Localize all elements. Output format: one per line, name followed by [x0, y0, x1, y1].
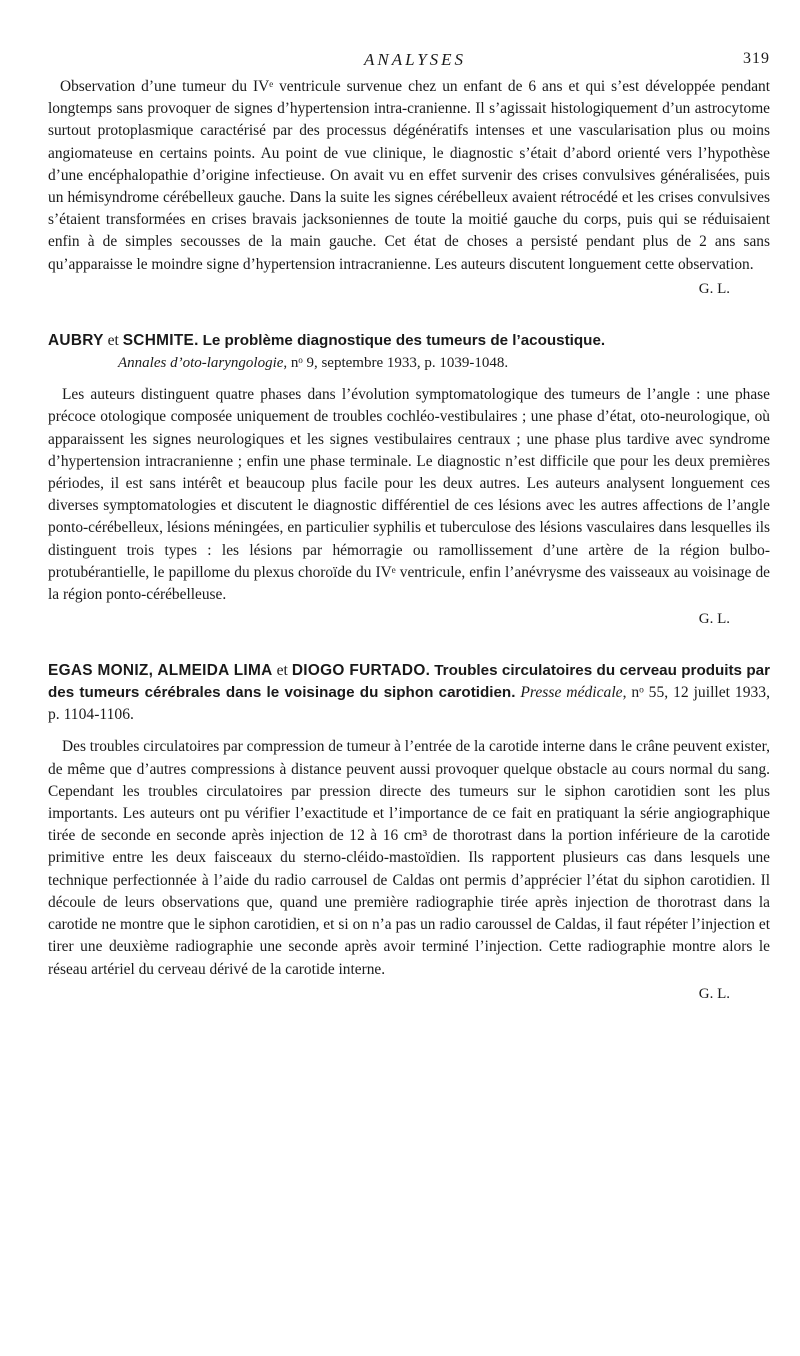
article-conjunction: et	[107, 332, 119, 350]
article-title: Troubles circulatoires du cerveau produits par des tumeurs cérébrales dans le voisinage du siphon carotidien.	[48, 662, 770, 702]
article-authors: EGAS MONIZ, ALMEIDA LIMA	[48, 662, 273, 680]
running-head-title: ANALYSES	[363, 50, 467, 69]
article-journal-name: Presse médicale	[520, 684, 623, 702]
article-signature: G. L.	[698, 985, 730, 1002]
article-authors-2: DIOGO FURTADO.	[291, 662, 431, 680]
article-citation-details: , nᵒ 9, septembre 1933, p. 1039-1048.	[283, 355, 509, 372]
intro-signature: G. L.	[698, 280, 730, 297]
article-aubry-schmite	[48, 330, 770, 630]
article-title: Le problème diagnostique des tumeurs de l’acoustique.	[202, 332, 606, 350]
article-signature: G. L.	[698, 611, 730, 628]
article-conjunction: et	[276, 662, 288, 680]
article-citation	[48, 352, 770, 374]
article-heading	[48, 660, 770, 726]
running-head	[60, 48, 770, 72]
page-content	[48, 76, 770, 1005]
article-body: Les auteurs distinguent quatre phases dans l’évolution symptomatologique des tumeurs de l’angle : une phase précoce otologique composée uniquement de troubles cochléo-vestibulaires ; une phase d’état, oto-neurologique, où apparaissent les signes neurologiques et les signes vestibulaires centraux ; une phase plus tardive avec syndrome d’hypertension intracranienne ; enfin une phase terminale. Le diagnostic n’est difficile que pour les deux premières périodes, il est sans intérêt et beaucoup plus facile pour les deux autres. Les auteurs analysent longuement ces diverses symptomatologies et discutent le diagnostic différentiel de ces lésions avec les autres affections de l’angle ponto-cérébelleux, lésions méningées, en particulier syphilis et tuberculose des lésions vasculaires dans lesquelles ils distinguent trois types : les lésions par hémorragie ou ramollissement d’une artère de la région bulbo-protubérantielle, le papillome du plexus choroïde du IVᵉ ventricule, enfin l’anévrysme des vaisseaux au voisinage de la région ponto-cérébelleuse.	[48, 386, 770, 604]
article-heading	[48, 330, 770, 352]
intro-paragraph: Observation d’une tumeur du IVᵉ ventricule survenue chez un enfant de 6 ans et qui s’est développée pendant longtemps sans provoquer de signes d’hypertension intra-cranienne. Il s’agissait histologiquement d’un astrocytome surtout protoplasmique caractérisé par des processus dégénératifs intenses et une vascularisation plus ou moins angiomateuse en certains points. Au point de vue clinique, le diagnostic s’était d’abord orienté vers l’hypothèse d’une encéphalopathie d’origine infectieuse. On avait vu en effet survenir des crises convulsives généralisées, puis un hémisyndrome cérébelleux gauche. Dans la suite les signes cérébelleux avaient rétrocédé et les crises convulsives s’étaient transformées en crises bravais jacksoniennes de toute la moitié gauche du corps, puis qui se réduisaient enfin à de simples secousses de la main gauche. Cet état de choses a persisté pendant plus de 2 ans sans qu’apparaisse le moindre signe d’hypertension intracranienne. Les auteurs discutent longuement cette observation.	[48, 78, 770, 273]
article-body: Des troubles circulatoires par compression de tumeur à l’entrée de la carotide interne dans le crâne peuvent exister, de même que d’autres compressions à distance peuvent aussi provoquer quelque obstacle au cours normal du sang. Cependant les troubles circulatoires par pression directe des tumeurs sur le siphon carotidien sont les plus importants. Les auteurs ont pu vérifier l’exactitude et l’importance de ce fait en pratiquant la série angiographique tirée de seconde en seconde après injection de 12 à 16 cm³ de thorotrast dans la portion inférieure de la carotide primitive entre les deux faisceaux du sterno-cléido-mastoïdien. Ils rapportent plusieurs cas dans lesquels une technique perfectionnée à l’aide du radio carrousel de Caldas ont permis d’apprécier l’état du siphon carotidien. Il découle de leurs observations que, quand une première radiographie tirée après injection de thorotrast dans la carotide ne montre que le siphon carotidien, et si on n’a pas un radio caroussel de Caldas, il faut répéter l’injection et tirer une deuxième radiographie une seconde après avoir terminé l’injection. Cette radiographie montre alors le réseau artériel du cerveau dérivé de la carotide interne.	[48, 738, 770, 978]
article-journal: Annales d’oto-laryngologie	[118, 355, 284, 372]
article-citation-details: , nᵒ 55, 12 juillet 1933, p. 1104-1106.	[48, 684, 771, 724]
article-authors-2: SCHMITE.	[122, 332, 199, 350]
page-number: 319	[743, 50, 770, 67]
article-egas-moniz	[48, 660, 770, 1004]
article-authors: AUBRY	[48, 332, 104, 350]
